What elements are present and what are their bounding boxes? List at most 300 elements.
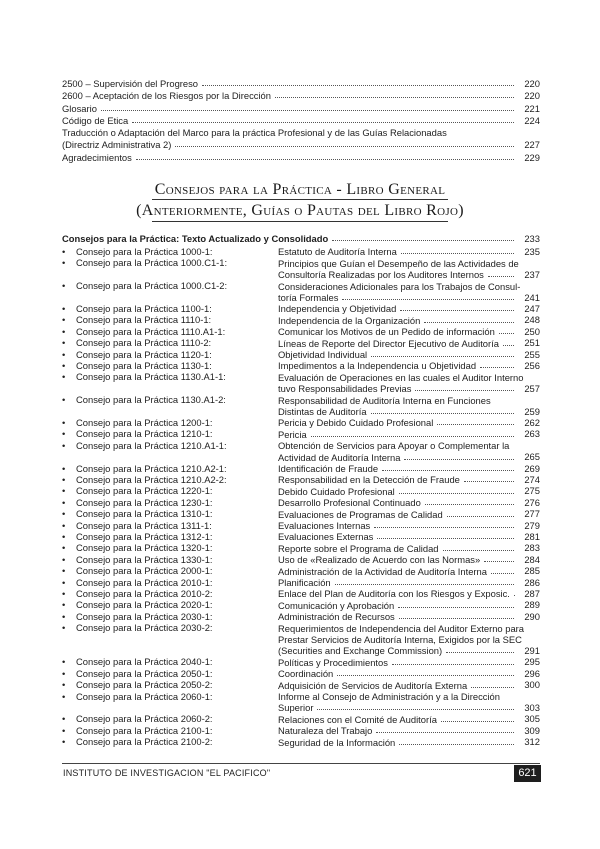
consejo-code: Consejo para la Práctica 1110-1: — [76, 314, 212, 326]
bullet: • — [62, 462, 66, 474]
leader-dots — [275, 97, 514, 98]
consejo-entry — [62, 577, 540, 588]
consejo-code: Consejo para la Práctica 2060-2: — [76, 713, 213, 725]
consejo-page: 275 — [524, 485, 540, 497]
consejo-title-text: Objetividad Individual — [278, 348, 368, 360]
consejo-title-text: Líneas de Reporte del Director Ejecutivo de Auditoría — [278, 337, 499, 349]
consejo-entry — [62, 257, 540, 280]
consejo-code: Consejo para la Práctica 1311-1: — [76, 519, 212, 531]
consejo-title-text: Adquisición de Servicios de Auditoría Externa — [278, 679, 468, 691]
consejo-title-text: Distintas de Auditoría — [278, 405, 367, 417]
consejo-code: Consejo para la Práctica 1000-1: — [76, 246, 213, 257]
bullet: • — [62, 576, 66, 588]
leader-dots — [371, 413, 514, 414]
leader-dots — [392, 664, 514, 665]
toc-entry — [62, 152, 540, 163]
bullet: • — [62, 303, 66, 314]
consejo-page: 247 — [524, 303, 540, 314]
consejo-title-line — [278, 691, 514, 702]
consejo-code: Consejo para la Práctica 1210.A2-2: — [76, 474, 227, 485]
consejo-title-line — [278, 463, 514, 474]
consejo-title-text: Obtención de Servicios para Apoyar o Complementar la — [278, 440, 510, 452]
consejo-entry — [62, 520, 540, 531]
consejo-entry — [62, 622, 540, 656]
bullet: • — [62, 325, 66, 337]
consejo-page: 269 — [524, 462, 540, 474]
leader-dots — [437, 424, 514, 425]
consejo-title-text: Seguridad de la Información — [278, 736, 396, 748]
consejo-title — [278, 337, 514, 348]
consejo-title-line — [278, 337, 514, 348]
consejo-title-line — [278, 565, 514, 576]
consejo-code: Consejo para la Práctica 2010-1: — [76, 576, 213, 588]
consejo-page: 281 — [524, 531, 540, 542]
consejo-page: 259 — [524, 405, 540, 417]
consejo-page: 257 — [524, 382, 540, 394]
consejo-title-text: Actividad de Auditoría Interna — [278, 451, 401, 463]
consejo-title-text: Naturaleza del Trabajo — [278, 725, 373, 737]
consejo-title — [278, 577, 514, 588]
consejo-code: Consejo para la Práctica 1100-1: — [76, 303, 212, 314]
consejo-page: 289 — [524, 599, 540, 611]
bullet: • — [62, 622, 66, 634]
section-page: 233 — [524, 233, 540, 244]
consejo-page: 291 — [524, 644, 540, 656]
leader-dots — [503, 345, 514, 346]
consejo-title-line — [278, 599, 514, 610]
consejo-title-text: Comunicar los Motivos de un Pedido de información — [278, 326, 495, 338]
consejo-title-line — [278, 371, 524, 383]
consejo-title — [278, 679, 514, 690]
consejo-title — [278, 531, 514, 542]
consejo-entry — [62, 246, 540, 257]
consejo-page: 286 — [524, 576, 540, 588]
consejo-page: 262 — [524, 417, 540, 428]
consejo-entry — [62, 326, 540, 337]
consejo-code: Consejo para la Práctica 1000.C1-1: — [76, 257, 228, 269]
consejo-title-text: Evaluaciones Externas — [278, 531, 374, 543]
bullet: • — [62, 280, 66, 292]
consejo-entry — [62, 440, 540, 463]
consejo-entry — [62, 337, 540, 348]
consejo-code: Consejo para la Práctica 1230-1: — [76, 496, 213, 508]
consejo-page: 255 — [524, 348, 540, 360]
consejo-title — [278, 497, 514, 508]
consejo-entry — [62, 588, 540, 599]
consejo-code: Consejo para la Práctica 1130-1: — [76, 360, 212, 371]
leader-dots — [317, 709, 514, 710]
consejo-title-text: Impedimentos a la Independencia u Objetividad — [278, 360, 477, 372]
consejo-code: Consejo para la Práctica 2030-1: — [76, 610, 213, 622]
consejo-entry — [62, 565, 540, 576]
leader-dots — [202, 85, 514, 86]
consejo-title-line — [278, 725, 514, 736]
consejo-page: 285 — [524, 565, 540, 577]
consejo-title — [278, 622, 524, 657]
consejo-title-text: Consultoría Realizadas por los Auditores Internos — [278, 269, 484, 281]
leader-dots — [398, 607, 514, 608]
consejo-title-line — [278, 577, 514, 588]
consejo-page: 241 — [524, 291, 540, 303]
bullet: • — [62, 690, 66, 702]
consejo-title-line — [278, 736, 514, 747]
consejo-title-text: Enlace del Plan de Auditoría con los Riesgos y Exposic. — [278, 588, 510, 600]
consejo-code: Consejo para la Práctica 2050-1: — [76, 667, 213, 679]
consejo-code: Consejo para la Práctica 1130.A1-1: — [76, 371, 226, 383]
leader-dots — [382, 470, 514, 471]
consejo-entry — [62, 303, 540, 314]
bullet: • — [62, 519, 66, 531]
bullet: • — [62, 474, 66, 485]
consejo-title-line — [278, 622, 524, 634]
consejo-page: 305 — [524, 713, 540, 725]
consejo-code: Consejo para la Práctica 1312-1: — [76, 531, 213, 542]
bullet: • — [62, 314, 66, 326]
consejo-entry — [62, 531, 540, 542]
consejo-entry — [62, 736, 540, 747]
consejo-title-text: Responsabilidad de Auditoría Interna en Funciones — [278, 394, 491, 406]
toc-entry-label: 2500 – Supervisión del Progreso — [62, 78, 199, 89]
bullet: • — [62, 724, 66, 736]
toc-entry-label: Glosario — [62, 103, 97, 114]
leader-dots — [488, 276, 514, 277]
bullet: • — [62, 348, 66, 360]
toc-entry-line — [62, 127, 540, 138]
consejo-entry — [62, 428, 540, 439]
toc-entry-page: 220 — [524, 90, 540, 101]
consejo-code: Consejo para la Práctica 2040-1: — [76, 656, 213, 668]
consejo-title — [278, 314, 514, 325]
leader-dots — [399, 744, 514, 745]
consejo-entry — [62, 371, 540, 394]
consejo-page: 277 — [524, 508, 540, 520]
bullet: • — [62, 337, 66, 349]
consejo-entry — [62, 725, 540, 736]
consejo-title-line — [278, 633, 522, 645]
consejo-title-line — [278, 292, 514, 303]
consejo-title-line — [278, 314, 514, 325]
consejo-title — [278, 394, 514, 417]
consejo-title — [278, 656, 514, 667]
consejo-code: Consejo para la Práctica 2020-1: — [76, 599, 213, 611]
bullet: • — [62, 508, 66, 520]
leader-dots — [446, 652, 514, 653]
consejo-code: Consejo para la Práctica 1310-1: — [76, 508, 213, 520]
consejo-page: 312 — [524, 736, 540, 748]
leader-dots — [311, 436, 514, 437]
consejo-title-line — [278, 417, 514, 428]
consejo-page: 248 — [524, 314, 540, 326]
page-number: 621 — [514, 765, 541, 782]
leader-dots — [371, 356, 514, 357]
leader-dots — [399, 618, 514, 619]
leader-dots — [415, 390, 514, 391]
consejo-code: Consejo para la Práctica 1220-1: — [76, 485, 213, 497]
leader-dots — [399, 493, 514, 494]
toc-entry — [62, 115, 540, 126]
consejo-title — [278, 246, 514, 257]
consejo-page: 296 — [524, 667, 540, 679]
consejo-title — [278, 326, 514, 337]
consejo-title-line — [278, 440, 514, 451]
consejo-title-text: Independencia y Objetividad — [278, 303, 397, 315]
consejo-title-text: Estatuto de Auditoría Interna — [278, 246, 397, 258]
toc-entry — [62, 90, 540, 101]
bullet: • — [62, 439, 66, 451]
consejo-page: 263 — [524, 428, 540, 440]
leader-dots — [484, 561, 514, 562]
heading-rule-bottom — [152, 221, 448, 222]
leader-dots — [404, 459, 514, 460]
consejo-title-line — [278, 508, 514, 519]
consejo-page: 256 — [524, 360, 540, 371]
consejo-page: 237 — [524, 268, 540, 280]
consejo-page: 265 — [524, 451, 540, 463]
leader-dots — [471, 687, 514, 688]
consejo-title — [278, 713, 514, 724]
bullet: • — [62, 394, 66, 406]
leader-dots — [441, 721, 514, 722]
consejo-entry — [62, 599, 540, 610]
leader-dots — [499, 333, 514, 334]
consejo-title — [278, 611, 514, 622]
bullet: • — [62, 360, 66, 371]
consejo-title — [278, 440, 514, 463]
consejo-title-text: Principios que Guían el Desempeño de las Actividades de — [278, 257, 519, 269]
consejo-title-line — [278, 428, 514, 439]
consejo-title-line — [278, 713, 514, 724]
consejo-code: Consejo para la Práctica 2050-2: — [76, 679, 213, 691]
consejo-title-text: Pericia — [278, 428, 307, 440]
consejo-title-line — [278, 679, 514, 690]
leader-dots — [175, 146, 514, 147]
leader-dots — [464, 481, 514, 482]
consejo-code: Consejo para la Práctica 2030-2: — [76, 622, 213, 634]
consejo-title — [278, 463, 514, 474]
consejo-page: 287 — [524, 588, 540, 599]
consejo-title-line — [278, 520, 514, 531]
consejo-page: 276 — [524, 496, 540, 508]
consejo-title-text: Evaluaciones de Programas de Calidad — [278, 508, 443, 520]
leader-dots — [401, 253, 514, 254]
consejo-title — [278, 280, 521, 303]
consejo-entry — [62, 314, 540, 325]
consejo-title-line — [278, 656, 514, 667]
consejo-entry — [62, 679, 540, 690]
consejo-code: Consejo para la Práctica 2010-2: — [76, 588, 213, 599]
bullet: • — [62, 531, 66, 542]
toc-entry-page: 221 — [524, 103, 540, 114]
consejo-title — [278, 371, 524, 395]
consejo-title-text: tuvo Responsabilidades Previas — [278, 383, 412, 395]
consejo-title-line — [278, 474, 514, 485]
consejo-title-text: (Securities and Exchange Commission) — [278, 645, 443, 657]
consejo-entry — [62, 360, 540, 371]
consejo-title-line — [278, 645, 514, 656]
consejo-title-line — [278, 485, 514, 496]
consejo-title-line — [278, 554, 514, 565]
bullet: • — [62, 610, 66, 622]
consejo-title-line — [278, 542, 514, 553]
bullet: • — [62, 257, 66, 269]
consejo-title-line — [278, 360, 514, 371]
consejo-title-text: Coordinación — [278, 668, 334, 680]
toc-entry-page: 229 — [524, 152, 540, 163]
bullet: • — [62, 599, 66, 611]
consejo-page: 295 — [524, 656, 540, 668]
bullet: • — [62, 588, 66, 599]
consejo-code: Consejo para la Práctica 1130.A1-2: — [76, 394, 226, 406]
consejo-entry — [62, 668, 540, 679]
consejo-title-line — [278, 326, 514, 337]
consejo-code: Consejo para la Práctica 1200-1: — [76, 417, 213, 428]
consejo-title-line — [278, 246, 514, 257]
leader-dots — [342, 299, 514, 300]
leader-dots — [374, 527, 514, 528]
toc-entry — [62, 78, 540, 89]
consejo-title — [278, 474, 514, 485]
consejo-title-line — [278, 383, 514, 394]
consejo-page: 290 — [524, 610, 540, 622]
toc-entry-label: Código de Etica — [62, 115, 129, 126]
toc-entry — [62, 103, 540, 114]
consejo-title-text: Requerimientos de Independencia del Auditor Externo para — [278, 622, 524, 634]
leader-dots — [480, 367, 514, 368]
bullet: • — [62, 565, 66, 577]
consejo-title-text: Identificación de Fraude — [278, 462, 379, 474]
consejo-code: Consejo para la Práctica 1000.C1-2: — [76, 280, 228, 292]
leader-dots — [491, 573, 514, 574]
consejo-title-text: Comunicación y Aprobación — [278, 599, 395, 611]
consejo-title — [278, 736, 514, 747]
consejo-entry — [62, 542, 540, 553]
consejo-title-line — [278, 611, 514, 622]
consejo-title-line — [278, 497, 514, 508]
bullet: • — [62, 371, 66, 383]
consejo-code: Consejo para la Práctica 1210-1: — [76, 428, 213, 440]
consejo-title-text: Uso de «Realizado de Acuerdo con las Normas» — [278, 554, 481, 566]
toc-entry-page: 220 — [524, 78, 540, 89]
consejo-title-text: Administración de Recursos — [278, 611, 395, 623]
consejo-code: Consejo para la Práctica 1120-1: — [76, 348, 212, 360]
consejo-title-line — [278, 280, 521, 292]
consejo-title-text: Responsabilidad en la Detección de Fraude — [278, 474, 460, 486]
consejo-title — [278, 349, 514, 360]
consejo-title — [278, 691, 514, 714]
leader-dots — [425, 504, 514, 505]
consejo-title-line — [278, 303, 514, 314]
consejo-title — [278, 520, 514, 531]
leader-dots — [337, 675, 514, 676]
consejo-entry — [62, 474, 540, 485]
consejo-title — [278, 508, 514, 519]
toc-entry-label: Agradecimientos — [62, 152, 132, 163]
consejo-entry — [62, 349, 540, 360]
consejo-title-text: Planificación — [278, 576, 331, 588]
bullet: • — [62, 656, 66, 668]
consejo-title — [278, 417, 514, 428]
consejo-title — [278, 542, 514, 553]
consejo-title — [278, 554, 514, 565]
bullet: • — [62, 713, 66, 725]
consejo-title-line — [278, 588, 514, 599]
consejo-code: Consejo para la Práctica 1110.A1-1: — [76, 325, 226, 337]
bullet: • — [62, 246, 66, 257]
toc-entry-page: 227 — [524, 139, 540, 150]
leader-dots — [443, 550, 514, 551]
consejo-title — [278, 565, 514, 576]
bullet: • — [62, 496, 66, 508]
consejo-code: Consejo para la Práctica 1210.A1-1: — [76, 439, 227, 451]
leader-dots — [424, 322, 514, 323]
consejo-title-line — [278, 702, 514, 713]
consejo-entry — [62, 611, 540, 622]
consejo-title-line — [278, 257, 519, 269]
consejo-title-text: Pericia y Debido Cuidado Profesional — [278, 417, 434, 429]
consejo-title-line — [278, 451, 514, 462]
consejo-code: Consejo para la Práctica 2100-2: — [76, 736, 213, 748]
consejo-title-text: Prestar Servicios de Auditoría Interna, Exigidos por la SEC — [278, 633, 522, 645]
consejo-title-text: Superior — [278, 702, 314, 714]
consejo-title-line — [278, 406, 514, 417]
toc-entry-label: 2600 – Aceptación de los Riesgos por la Dirección — [62, 90, 271, 101]
consejo-title — [278, 599, 514, 610]
leader-dots — [136, 159, 514, 160]
consejo-page: 284 — [524, 553, 540, 565]
consejo-title-line — [278, 668, 514, 679]
consejo-code: Consejo para la Práctica 1210.A2-1: — [76, 462, 227, 474]
toc-entry-label: (Directriz Administrativa 2) — [62, 139, 172, 150]
toc-entry-page: 224 — [524, 115, 540, 126]
consejo-title — [278, 428, 514, 439]
consejo-page: 283 — [524, 542, 540, 554]
consejo-title-text: Reporte sobre el Programa de Calidad — [278, 542, 439, 554]
leader-dots — [447, 516, 514, 517]
consejo-title — [278, 360, 514, 371]
consejo-title-line — [278, 531, 514, 542]
consejo-page: 274 — [524, 474, 540, 485]
consejo-page: 235 — [524, 246, 540, 257]
leader-dots — [101, 110, 514, 111]
heading-libro-general: Consejos para la Práctica - Libro General — [154, 181, 446, 198]
leader-dots — [400, 310, 514, 311]
consejo-title-line — [278, 349, 514, 360]
consejo-entry — [62, 691, 540, 714]
bullet: • — [62, 417, 66, 428]
consejo-code: Consejo para la Práctica 1330-1: — [76, 553, 213, 565]
consejo-entry — [62, 463, 540, 474]
consejo-page: 251 — [524, 337, 540, 349]
consejo-title-text: Evaluación de Operaciones en las cuales el Auditor Interno — [278, 371, 524, 383]
consejo-title-text: toría Formales — [278, 291, 339, 303]
consejo-title — [278, 257, 519, 281]
section-header — [62, 233, 540, 244]
consejo-entry — [62, 417, 540, 428]
leader-dots — [332, 240, 514, 241]
consejo-title-text: Políticas y Procedimientos — [278, 656, 388, 668]
heading-libro-rojo: (Anteriormente, Guías o Pautas del Libro Rojo) — [136, 202, 464, 219]
consejo-code: Consejo para la Práctica 2000-1: — [76, 565, 213, 577]
consejo-title-text: Relaciones con el Comité de Auditoría — [278, 713, 437, 725]
consejo-title — [278, 668, 514, 679]
consejo-page: 303 — [524, 701, 540, 713]
toc-entry — [62, 139, 540, 150]
consejo-title-text: Consideraciones Adicionales para los Trabajos de Consul- — [278, 280, 521, 292]
consejo-code: Consejo para la Práctica 1320-1: — [76, 542, 213, 554]
bullet: • — [62, 542, 66, 554]
leader-dots — [377, 538, 514, 539]
section-label: Consejos para la Práctica: Texto Actualizado y Consolidado — [62, 233, 329, 244]
